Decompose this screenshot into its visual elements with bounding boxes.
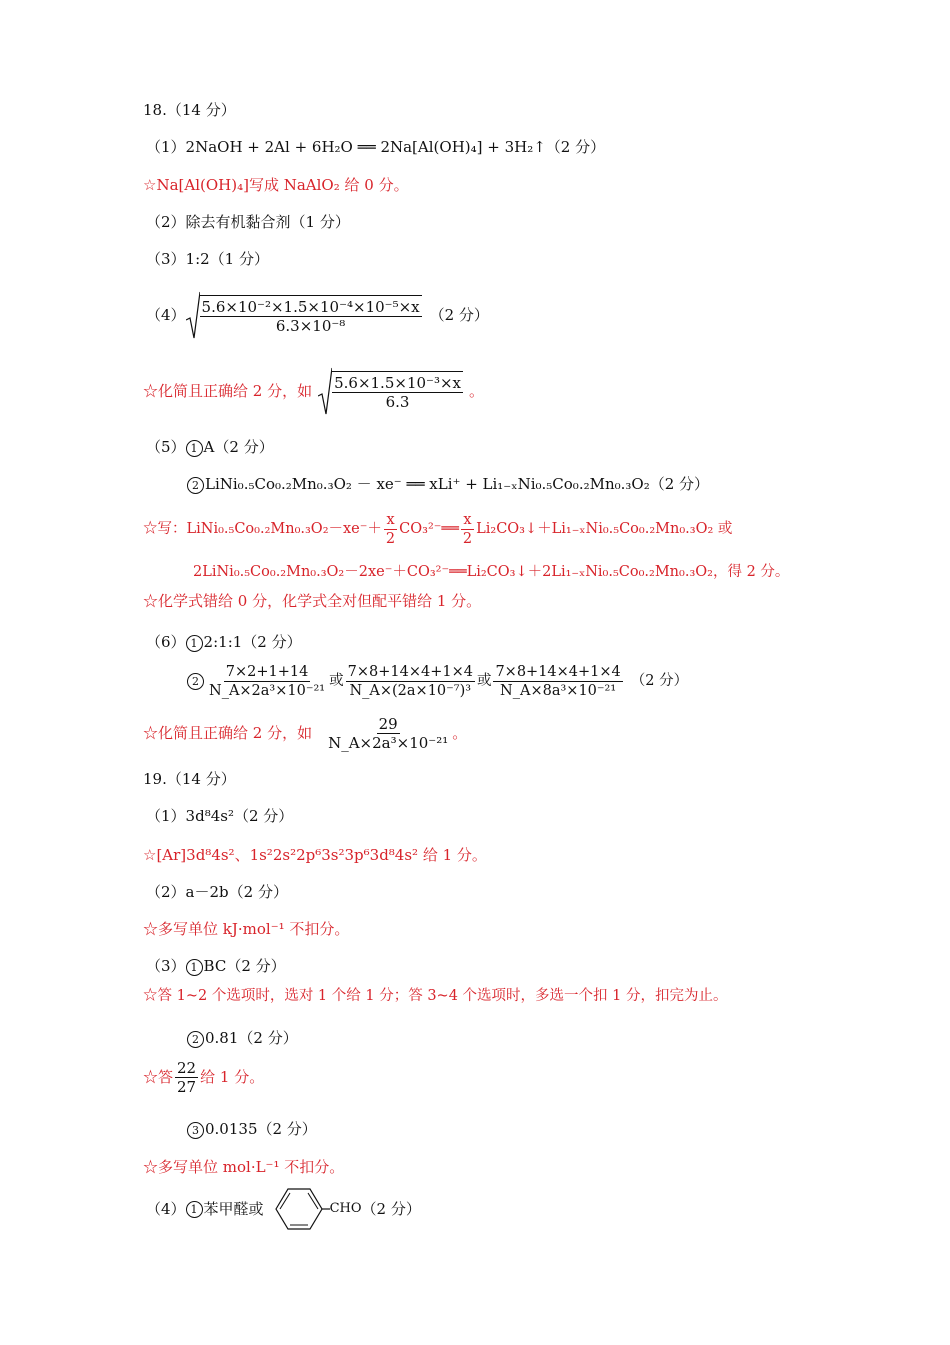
q18-part6b-frac3-den: N_A×8a³×10⁻²¹ [500, 682, 617, 699]
radical-sign-icon [186, 290, 200, 340]
q19-part3a-text: BC（2 分） [203, 957, 286, 975]
radical-sign-icon [318, 366, 332, 416]
q18-note4-prefix: ☆化简且正确给 2 分，如 [143, 382, 313, 400]
q19-note3b-prefix: ☆答 [143, 1068, 174, 1086]
q18-part6b-frac3-num: 7×8+14×4+1×4 [495, 663, 621, 680]
q18-part2: （2）除去有机黏合剂（1 分） [146, 213, 350, 231]
q19-note1: ☆[Ar]3d⁸4s²、1s²2s²2p⁶3s²3p⁶3d⁸4s² 给 1 分。 [143, 846, 487, 864]
circled-number-2: 2 [187, 477, 204, 494]
q18-note6-suffix: 。 [452, 724, 468, 742]
q18-part5a-label: （5） [146, 438, 186, 456]
q18-note4-sqrt [318, 366, 463, 416]
q19-note3b-suffix: 给 1 分。 [200, 1068, 265, 1086]
q18-note4-denominator: 6.3 [385, 393, 410, 411]
q18-note5a [143, 507, 732, 551]
q19-part4-label: （4） [146, 1200, 186, 1218]
q18-note4-numerator: 5.6×1.5×10⁻³×x [334, 374, 461, 392]
circled-number-2: 2 [187, 1031, 204, 1048]
q18-note6-num: 29 [378, 714, 398, 733]
q19-part3a-label: （3） [146, 957, 186, 975]
q19-part4 [146, 1186, 421, 1232]
circled-number-1: 1 [186, 959, 203, 976]
q18-note6 [143, 712, 467, 754]
q18-part6b-or2: 或 [476, 673, 492, 689]
q19-note3b-den: 27 [177, 1077, 197, 1096]
q18-part6a-text: 2:1:1（2 分） [203, 633, 302, 651]
q19-header: 19.（14 分） [143, 770, 236, 788]
benzene-ring-icon [264, 1186, 330, 1232]
circled-number-1: 1 [186, 635, 203, 652]
q18-part6b [187, 660, 688, 702]
q18-note4-suffix: 。 [469, 382, 485, 400]
q18-part4-numerator: 5.6×10⁻²×1.5×10⁻⁴×10⁻⁵×x [201, 298, 420, 316]
q18-note6-prefix: ☆化简且正确给 2 分，如 [143, 724, 313, 742]
q18-part5a-text: A（2 分） [203, 438, 274, 456]
q19-part3b-text: 0.81（2 分） [205, 1029, 298, 1047]
q18-part6b-frac1-num: 7×2+1+14 [225, 663, 309, 680]
q19-part4-group: CHO [329, 1201, 362, 1216]
q18-note5a-prefix: ☆写：LiNi₀.₅Co₀.₂Mn₀.₃O₂－xe⁻＋ [143, 521, 382, 537]
q18-note5a-frac2-num: x [463, 511, 472, 528]
q19-part4-text: 苯甲醛或 [203, 1200, 264, 1218]
q18-header: 18.（14 分） [143, 101, 236, 119]
q18-part6b-score: （2 分） [630, 673, 689, 689]
q18-part4-denominator: 6.3×10⁻⁸ [275, 317, 346, 335]
q19-note2: ☆多写单位 kJ·mol⁻¹ 不扣分。 [143, 920, 350, 938]
q18-note5a-frac1-num: x [386, 511, 395, 528]
q19-part1: （1）3d⁸4s²（2 分） [146, 807, 294, 825]
q19-note3b-num: 22 [177, 1058, 197, 1077]
q18-part4-score: （2 分） [429, 306, 489, 324]
q18-part3: （3）1:2（1 分） [146, 250, 269, 268]
q18-note5c: ☆化学式错给 0 分，化学式全对但配平错给 1 分。 [143, 592, 482, 610]
q18-note5a-frac2-den: 2 [462, 530, 473, 547]
q18-note5a-mid: CO₃²⁻══ [399, 521, 459, 537]
q18-part5a [146, 437, 274, 457]
q19-note3c: ☆多写单位 mol·L⁻¹ 不扣分。 [143, 1158, 345, 1176]
q19-part3c [187, 1119, 317, 1139]
q19-part4-score: （2 分） [361, 1200, 421, 1218]
q18-note6-den: N_A×2a³×10⁻²¹ [328, 733, 449, 752]
q19-part3a [146, 956, 286, 976]
q19-note3a: ☆答 1~2 个选项时，选对 1 个给 1 分；答 3~4 个选项时，多选一个扣 1 分，扣完为止。 [143, 988, 728, 1004]
circled-number-1: 1 [186, 440, 203, 457]
q19-part2: （2）a－2b（2 分） [146, 883, 288, 901]
q18-part5b-text: LiNi₀.₅Co₀.₂Mn₀.₃O₂ － xe⁻ ══ xLi⁺ + Li₁₋ₓNi₀.₅Co₀.₂Mn₀.₃O₂（2 分） [205, 475, 710, 493]
q19-note3b [143, 1056, 264, 1098]
q18-part6a [146, 632, 302, 652]
q18-note1: ☆Na[Al(OH)₄]写成 NaAlO₂ 给 0 分。 [143, 176, 409, 194]
q18-note5a-frac1-den: 2 [385, 530, 396, 547]
q18-part6b-or1: 或 [329, 673, 344, 689]
q18-part4-label: （4） [146, 306, 186, 324]
q18-note4 [143, 366, 484, 416]
circled-number-2: 2 [187, 673, 204, 690]
q18-note5a-suffix: Li₂CO₃↓＋Li₁₋ₓNi₀.₅Co₀.₂Mn₀.₃O₂ 或 [476, 521, 733, 537]
q18-part1: （1）2NaOH + 2Al + 6H₂O ══ 2Na[Al(OH)₄] + 3H₂↑（2 分） [146, 138, 606, 156]
q19-part3c-text: 0.0135（2 分） [205, 1120, 317, 1138]
q18-part4 [146, 290, 489, 340]
circled-number-1: 1 [186, 1201, 203, 1218]
q18-part6a-label: （6） [146, 633, 186, 651]
q18-part6b-frac2-den: N_A×(2a×10⁻⁷)³ [349, 682, 472, 699]
q18-part6b-frac2-num: 7×8+14×4+1×4 [347, 663, 473, 680]
circled-number-3: 3 [187, 1122, 204, 1139]
q18-part4-sqrt [186, 290, 422, 340]
q18-part6b-frac1-den: N_A×2a³×10⁻²¹ [209, 682, 326, 699]
q19-part3b [187, 1028, 298, 1048]
q18-note5b: 2LiNi₀.₅Co₀.₂Mn₀.₃O₂－2xe⁻＋CO₃²⁻══Li₂CO₃↓＋2Li₁₋ₓNi₀.₅Co₀.₂Mn₀.₃O₂，得 2 分。 [193, 564, 790, 580]
q18-part5b [187, 474, 709, 494]
